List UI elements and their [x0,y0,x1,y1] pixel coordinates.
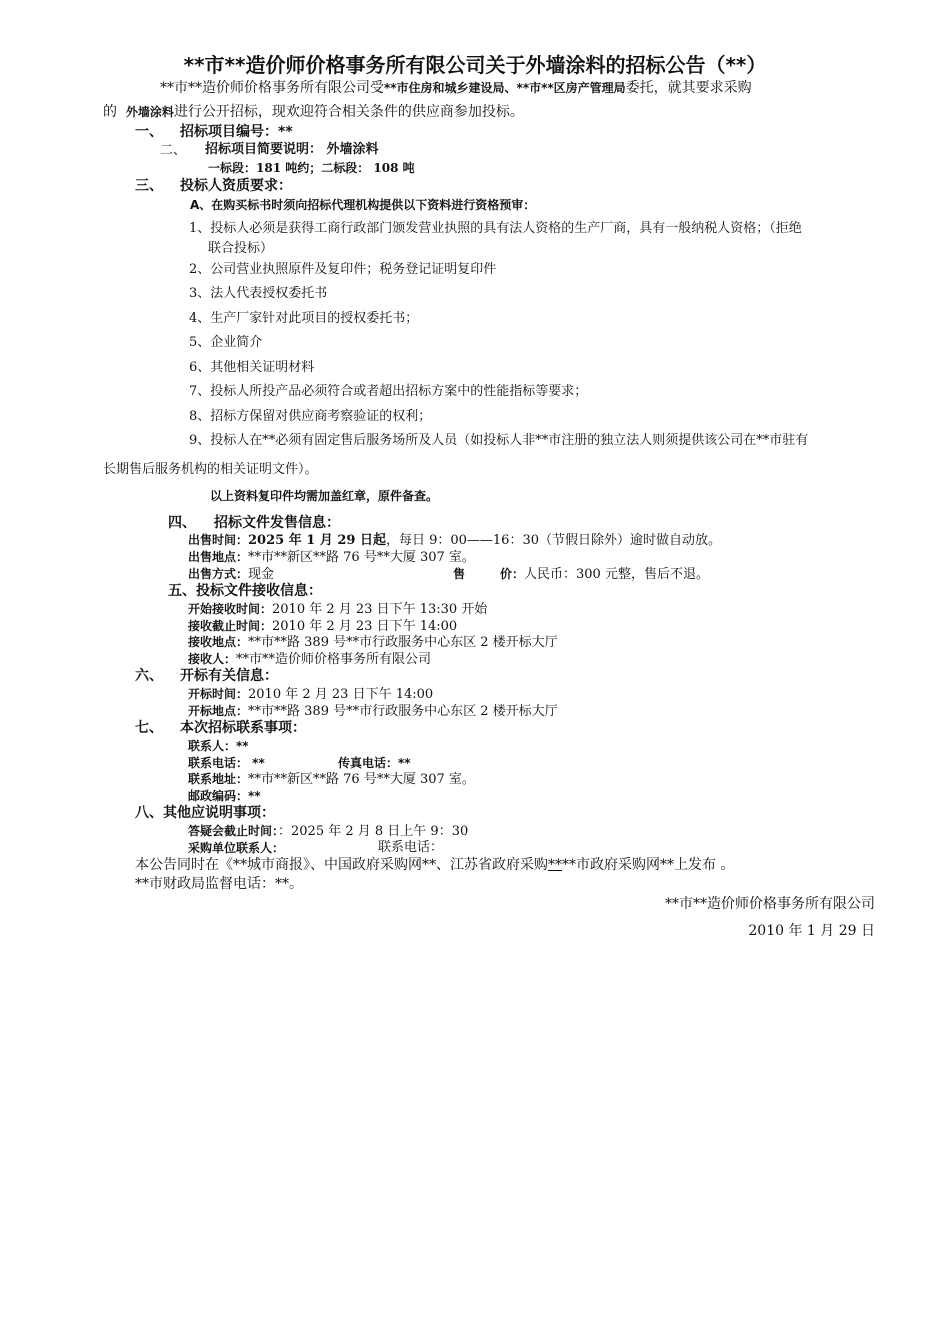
intro-line-1 [160,80,752,96]
receive-deadline: 接收截止时间：2010 年 2 月 23 日下午 14:00 [188,619,458,634]
supervise-phone: **市财政局监督电话：**。 [135,876,303,892]
intro-line-2: 的 外墙涂料进行公开招标，现欢迎符合相关条件的供应商参加投标。 [103,104,524,120]
section-7-heading: 本次招标联系事项： [180,720,306,736]
contact-zip: 邮政编码：** [188,789,261,803]
requirement-4: 4、生产厂家针对此项目的授权委托书； [189,311,419,326]
section-2-heading: 招标项目简要说明： 外墙涂料 [205,142,379,157]
contact-phone: 联系电话： ** [188,756,265,770]
buyer-contact: 采购单位联系人： [188,841,285,855]
sale-start-date: 2025 年 1 月 29 日起 [248,533,386,548]
requirement-2: 2、公司营业执照原件及复印件；税务登记证明复印件 [189,262,497,277]
requirement-3: 3、法人代表授权委托书 [189,286,328,301]
publish-statement: 本公告同时在《**城市商报》、中国政府采购网**、江苏省政府采购****市政府采购网**上发布 。 [135,857,735,873]
requirement-7: 7、投标人所投产品必须符合或者超出招标方案中的性能指标等要求； [189,384,588,399]
section-6-number: 六、 [135,668,163,684]
sale-price-label-1: 售 [453,567,466,581]
intro-entrust: 委托，就其要求采购 [625,80,752,96]
section-5-heading: 五、投标文件接收信息： [168,583,322,599]
signature-date: 2010 年 1 月 29 日 [748,923,875,939]
notice-title: **市**造价师价格事务所有限公司关于外墙涂料的招标公告（**） [183,53,767,77]
section-7-number: 七、 [135,720,163,736]
section-4-heading: 招标文件发售信息： [214,515,340,531]
intro-subject: 外墙涂料 [125,105,174,119]
sale-place: 出售地点：**市**新区**路 76 号**大厦 307 室。 [188,550,475,565]
signature-company: **市**造价师价格事务所有限公司 [665,896,875,912]
section-2-lots: 一标段：181 吨约；二标段： 108 吨 [208,161,415,175]
receive-place: 接收地点：**市**路 389 号**市行政服务中心东区 2 楼开标大厅 [188,635,558,650]
sale-method: 出售方式：现金 [188,567,275,582]
requirement-6: 6、其他相关证明材料 [189,360,315,375]
contact-person: 联系人：** [188,739,249,753]
copy-seal-note: 以上资料复印件均需加盖红章，原件备查。 [210,489,439,503]
contact-fax: 传真电话：** [338,756,411,770]
qa-deadline: 答疑会截止时间：：2025 年 2 月 8 日上午 9：30 [188,824,469,839]
requirement-1: 1、投标人必须是获得工商行政部门颁发营业执照的具有法人资格的生产厂商，具有一般纳税人资格；（拒绝 [189,221,802,236]
requirement-8: 8、招标方保留对供应商考察验证的权利； [189,409,432,424]
section-4-number: 四、 [168,515,196,531]
receive-start: 开始接收时间：2010 年 2 月 23 日下午 13:30 开始 [188,602,488,617]
requirement-9-cont: 长期售后服务机构的相关证明文件）。 [103,462,318,477]
section-1-heading: 招标项目编号：** [180,124,293,140]
sale-time: 出售时间：2025 年 1 月 29 日起，每日 9：00——16：30（节假日除外）逾时做自动放。 [188,533,721,548]
section-2-number: 二、 [160,143,187,158]
sale-price: 价：人民币：300 元整，售后不退。 [500,567,709,582]
requirement-1-cont: 联合投标） [208,241,274,256]
section-6-heading: 开标有关信息： [180,668,278,684]
section-8-heading: 八、其他应说明事项： [135,805,275,821]
buyer-phone: 联系电话： [378,840,444,855]
qualification-intro: A、在购买标书时须向招标代理机构提供以下资料进行资格预审： [190,198,536,212]
requirement-5: 5、企业简介 [189,335,263,350]
section-3-number: 三、 [135,178,163,194]
contact-address: 联系地址：**市**新区**路 76 号**大厦 307 室。 [188,772,475,787]
intro-agency: **市**造价师价格事务所有限公司受 [160,80,384,96]
requirement-9: 9、投标人在**必须有固定售后服务场所及人员（如投标人非**市注册的独立法人则须提供该公司在**市驻有 [189,433,809,448]
opening-place: 开标地点：**市**路 389 号**市行政服务中心东区 2 楼开标大厅 [188,704,558,719]
section-1-number: 一、 [135,124,163,140]
section-3-heading: 投标人资质要求： [180,178,292,194]
section-2-value: 外墙涂料 [326,142,379,157]
receive-person: 接收人：**市**造价师价格事务所有限公司 [188,652,432,667]
intro-client: **市住房和城乡建设局、**市**区房产管理局 [384,81,626,95]
opening-time: 开标时间：2010 年 2 月 23 日下午 14:00 [188,687,434,702]
